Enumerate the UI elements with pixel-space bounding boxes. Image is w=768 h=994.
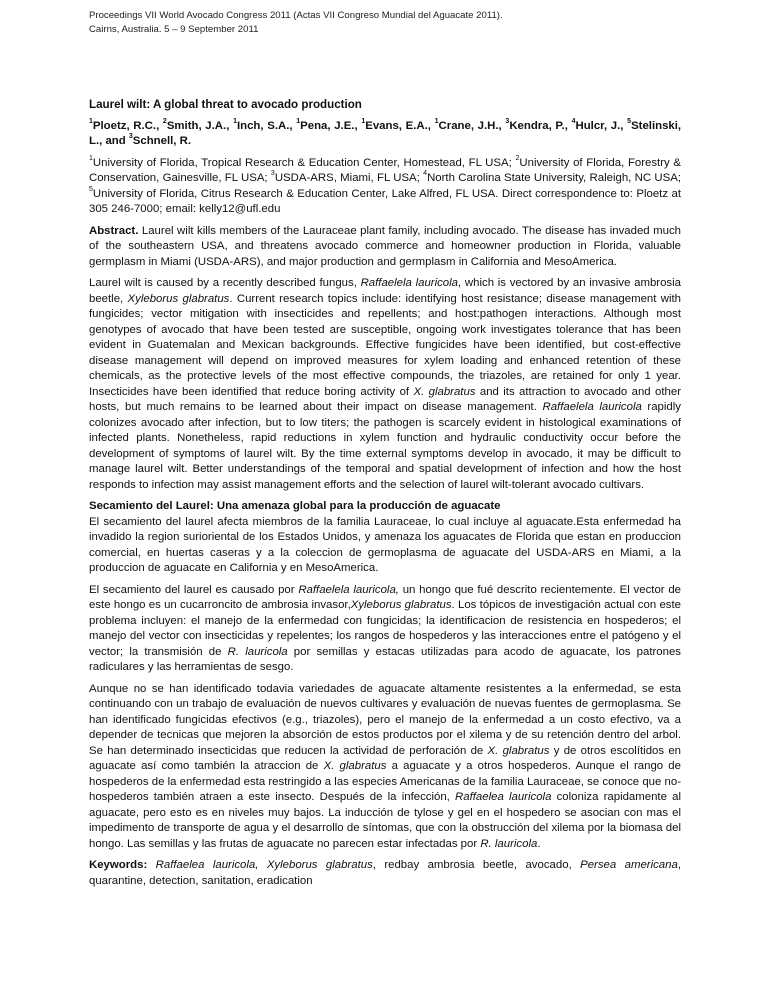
species-name: Persea americana bbox=[580, 859, 678, 871]
running-header bbox=[89, 9, 503, 37]
affil-text: University of Florida, Forestry & Conservation, Gainesville, FL USA; bbox=[89, 156, 681, 184]
author-sup: 4 bbox=[571, 117, 576, 125]
text-run: . bbox=[537, 837, 541, 850]
species-name: Xyleborus glabratus bbox=[350, 599, 452, 611]
keywords-label: Keywords: bbox=[89, 859, 148, 871]
paper-body bbox=[89, 97, 681, 895]
author-sup: 3 bbox=[505, 117, 510, 125]
text-run: Aunque no se han identificado todavia variedades de aguacate altamente resistentes a la enfermedad, se esta continuando con un trabajo de evaluación de nuevos cultivares y evaluación de nuevas fuentes de germoplasma. Se han identificado fungicidas efectivos (e.g., triazoles), pero el manejo de la enfermedad a un costo efectivo, va a depender de tecnicas que mejoren la absorción de estos productos por el xilema y de su retención dentro del arbol. Se han determinado insecticidas que reducen la actividad de perforación de bbox=[89, 682, 681, 757]
text-run: , redbay ambrosia beetle, avocado, bbox=[372, 859, 581, 871]
author-name: Kendra, P., bbox=[509, 119, 568, 132]
author-sup: 2 bbox=[162, 117, 167, 125]
abstract-paragraph bbox=[89, 224, 681, 271]
text-run: a aguacate y a otros hospederos. Aunque el rango de hospederos de la enfermedad esta restringido a las especies Americanas de la familia Lauraceae, se conoce que no-hospederos también atraen a este insecto. Después de la infección, bbox=[89, 760, 681, 803]
text-run: y de otros escolítidos en aguacate así como también la atraccion de bbox=[89, 744, 682, 772]
species-name: Raffaelela lauricola bbox=[542, 401, 642, 413]
text-run: El secamiento del laurel es causado por bbox=[89, 583, 299, 596]
text-run: por semillas y estacas utilizadas para acodo de aguacate, los patrones radiculares y las herramientas de sesgo. bbox=[89, 645, 681, 673]
affil-sup: 2 bbox=[515, 154, 520, 162]
species-name: Raffaelea lauricola, Xyleborus glabratus bbox=[155, 859, 373, 871]
affil-text: USDA-ARS, Miami, FL USA; bbox=[274, 172, 420, 184]
text-run: , quarantine, detection, sanitation, eradication bbox=[89, 859, 681, 887]
author-name: Stelinski, L., and bbox=[89, 119, 682, 147]
header-line-2: Cairns, Australia. 5 – 9 September 2011 bbox=[89, 24, 259, 35]
author-name: Evans, E.A., bbox=[365, 119, 431, 132]
author-sup: 3 bbox=[128, 133, 133, 141]
author-sup: 1 bbox=[434, 117, 439, 125]
author-sup: 1 bbox=[296, 117, 301, 125]
affil-text: University of Florida, Tropical Research & Education Center, Homestead, FL USA; bbox=[92, 156, 512, 169]
species-name: R. lauricola bbox=[480, 837, 538, 850]
author-name: Ploetz, R.C., bbox=[92, 119, 160, 132]
text-run: , which is vectored by an invasive ambrosia beetle, bbox=[89, 277, 681, 305]
author-name: Crane, J.H., bbox=[438, 119, 502, 132]
text-run: . Current research topics include: identifying host resistance; disease management with fungicides; vector mitigation with insecticides and repellents; and host:pathogen interactions. Although most genotypes of avocado that have been tested are susceptible, ongoing work investigates tolerance that has been evident in Guatemalan and Mexican backgrounds. Effective fungicides have been identified, but cost-effective disease management will depend on improved measures for xylem loading and enhanced retention of these chemicals, as the protective levels of the most effective compounds, the triazoles, are retained for only 1 year. Insecticides have been identified that reduce boring activity of bbox=[89, 292, 681, 398]
text-run: and its attraction to avocado and other hosts, but much remains to be learned about their impact on disease management. bbox=[89, 385, 681, 413]
species-name: Raffaelela lauricola bbox=[360, 277, 459, 289]
author-sup: 1 bbox=[89, 117, 93, 125]
abstract-text: Laurel wilt kills members of the Lauraceae plant family, including avocado. The disease has invaded much of the southeastern USA, and threatens avocado commerce and homeowner production in Florida, valuable germplasm in Miami (USDA-ARS), and major production and germplasm in California and MesoAmerica. bbox=[89, 224, 681, 268]
author-name: Smith, J.A., bbox=[166, 119, 230, 132]
text-run: coloniza rapidamente al aguacate, pero esto es en niveles muy bajos. La inducción de tylose y gel en el hospedero se asocian con mas el impedimento de transporte de agua y el desarrollo de síntomas, que con la obstrucción del xilema por la biomasa del hongo. Las semillas y las frutas de aguacate no parecen estar infectadas por bbox=[89, 791, 681, 850]
text-run: Laurel wilt is caused by a recently described fungus, bbox=[89, 277, 361, 289]
body-paragraph-2 bbox=[89, 276, 681, 493]
spanish-title: Secamiento del Laurel: Una amenaza global para la producción de aguacate bbox=[89, 500, 501, 512]
author-name: Pena, J.E., bbox=[300, 119, 358, 132]
abstract-label: Abstract. bbox=[89, 224, 139, 237]
species-name: X. glabratus bbox=[487, 744, 550, 757]
author-name: Schnell, R. bbox=[132, 135, 192, 147]
author-sup: 1 bbox=[361, 117, 366, 125]
author-name: Hulcr, J., bbox=[575, 119, 624, 132]
species-name: X. glabratus bbox=[413, 385, 476, 398]
species-name: R. lauricola bbox=[227, 645, 288, 658]
spanish-paragraph-1: El secamiento del laurel afecta miembros de la familia Lauraceae, lo cual incluye al aguacate.Esta enfermedad ha invadido la region surioriental de los Estados Unidos, y amenaza los aguacates de Florida que estan en produccion comercial, en huertas caseras y a la coleccion de germoplasma de aguacate del USDA-ARS en Miami, a la produccion de aguacate en California y en MesoAmerica. bbox=[89, 515, 681, 574]
body-paragraph-4 bbox=[89, 583, 681, 676]
affil-text: North Carolina State University, Raleigh, NC USA; bbox=[427, 172, 682, 184]
author-sup: 5 bbox=[627, 117, 632, 125]
affil-sup: 5 bbox=[89, 185, 93, 193]
text-run: rapidly colonizes avocado after infection, but to low titers; the pathogen is scarcely evident in histological examinations of infected plants. Nonetheless, rapid reductions in xylem function and hydraulic conductivity occur before the development of symptoms of laurel wilt. By the time external symptoms develop in avocado, it may be difficult to manage laurel wilt. Better understandings of the temporal and spatial development of infection and how the host responds to infection may assist management efforts and the selection of laurel wilt-tolerant avocado cultivars. bbox=[89, 401, 681, 491]
text-run: . Los tópicos de investigación actual con este problema incluyen: el manejo de la enfermedad con fungicidas; la identificacion de resistencia en hospederos; el manejo del vector con insecticidas y repelentes; los rangos de hospederos y las interacciones entre el patógeno y el vector; la transmisión de bbox=[89, 599, 681, 658]
spanish-section bbox=[89, 499, 681, 577]
header-line-1: Proceedings VII World Avocado Congress 2011 (Actas VII Congreso Mundial del Aguacate 2011). bbox=[89, 10, 503, 21]
affiliations bbox=[89, 156, 681, 218]
author-sup: 1 bbox=[233, 117, 237, 125]
species-name: Raffaelela lauricola, bbox=[298, 583, 399, 596]
species-name: X. glabratus bbox=[323, 760, 387, 772]
affil-sup: 3 bbox=[270, 170, 275, 178]
species-name: Raffaelea lauricola bbox=[455, 791, 552, 803]
affil-sup: 1 bbox=[89, 154, 93, 162]
paper-title: Laurel wilt: A global threat to avocado production bbox=[89, 98, 362, 111]
text-run: un hongo que fué descrito recientemente. El vector de este hongo es un cucarroncito de ambrosia invasor, bbox=[89, 583, 682, 611]
author-name: Inch, S.A., bbox=[236, 119, 293, 132]
body-paragraph-5 bbox=[89, 682, 681, 853]
keywords-paragraph bbox=[89, 858, 681, 889]
affil-text: University of Florida, Citrus Research & Education Center, Lake Alfred, FL USA. Direct correspondence to: Ploetz at 305 246-7000; email: kelly12@ufl.edu bbox=[89, 187, 681, 215]
affil-sup: 4 bbox=[423, 170, 428, 178]
species-name: Xyleborus glabratus bbox=[127, 292, 230, 305]
author-list bbox=[89, 119, 681, 150]
